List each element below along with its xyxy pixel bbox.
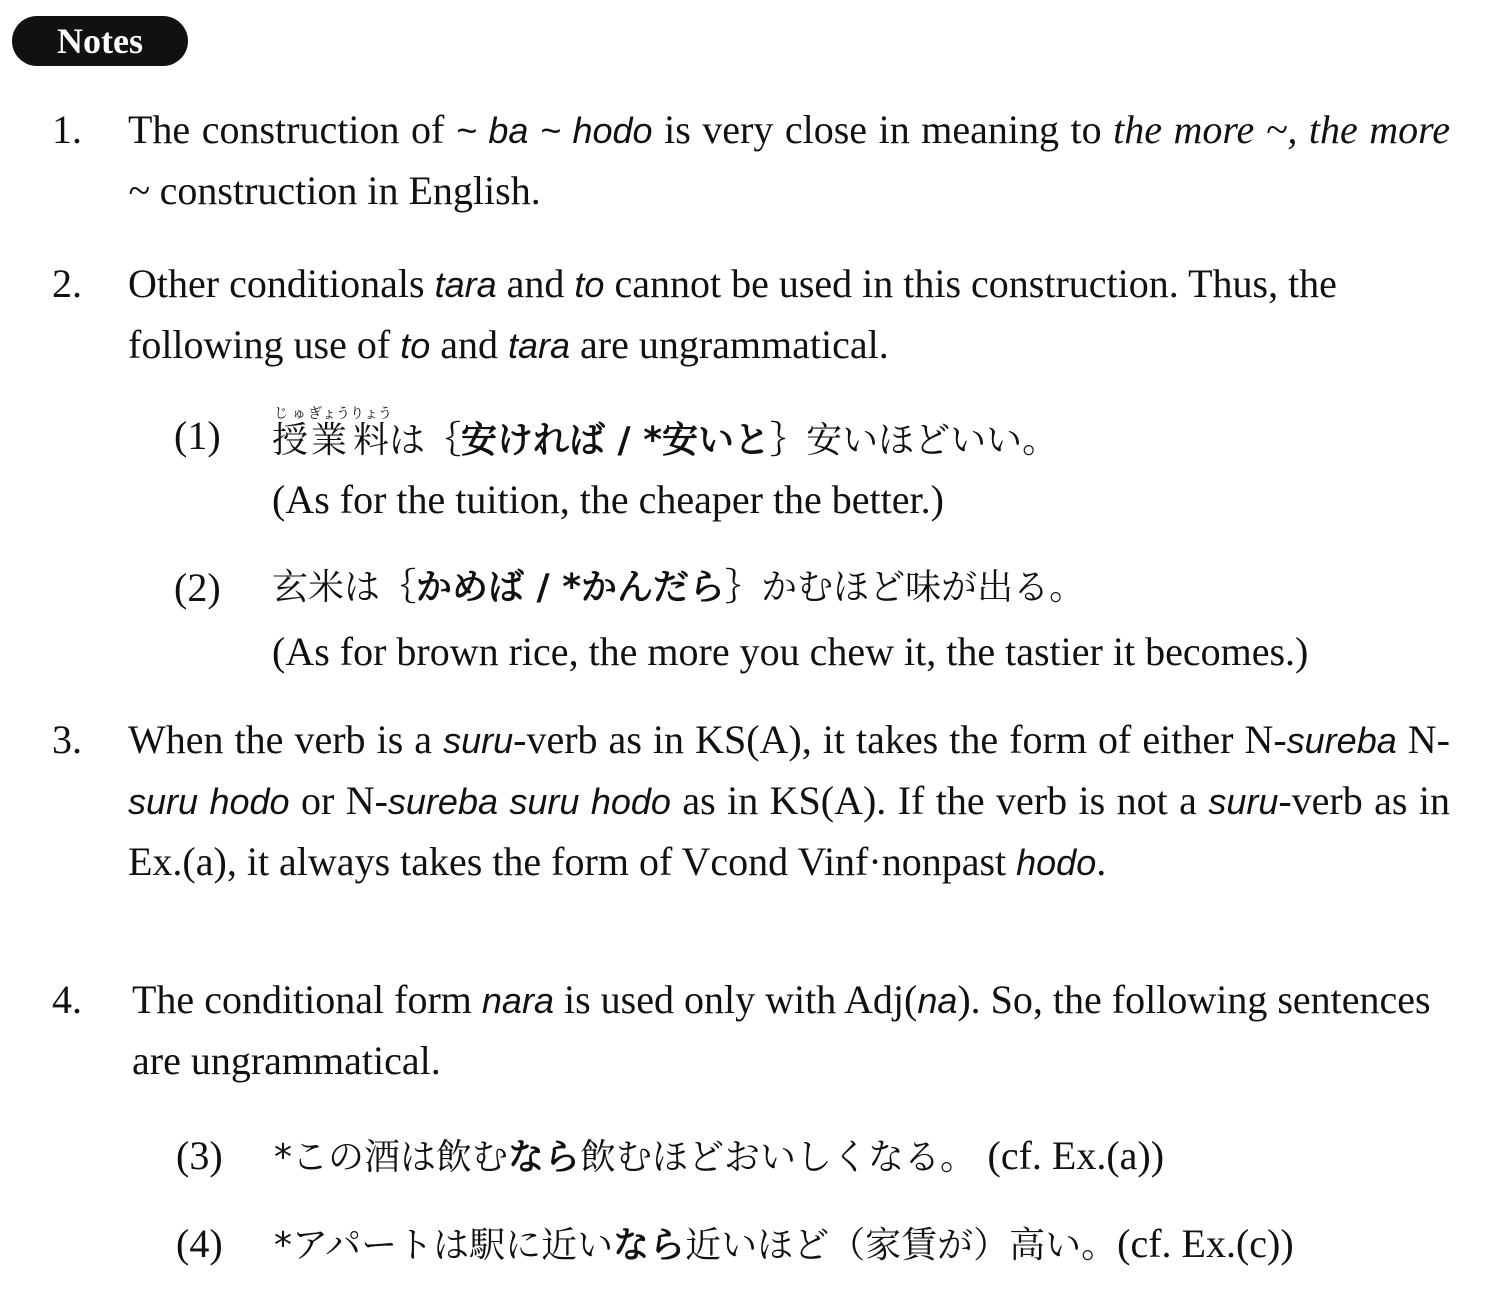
cross-reference: (cf. Ex.(c)) xyxy=(1117,1221,1294,1266)
note-number: 4. xyxy=(52,977,82,1022)
note-text: The conditional form nara is used only with Adj(na). So, the following sentences are ungrammatical. xyxy=(132,977,1431,1083)
example-translation: (As for the tuition, the cheaper the better.) xyxy=(272,477,944,522)
example-number: (4) xyxy=(176,1221,223,1266)
example-number: (2) xyxy=(174,565,221,610)
notes-badge: Notes xyxy=(12,16,188,66)
note-text: The construction of ~ ba ~ hodo is very close in meaning to the more ~, the more ~ construction in English. xyxy=(128,107,1451,213)
example-japanese: *アパートは駅に近いなら近いほど（家賃が）高い。(cf. Ex.(c)) xyxy=(274,1221,1294,1266)
note-number: 1. xyxy=(52,107,82,152)
note-number: 3. xyxy=(52,717,82,762)
english-pattern: the more ~, the more ~ xyxy=(128,107,1451,213)
example-japanese: 玄米は｛かめば / *かんだら｝かむほど味が出る。 xyxy=(272,567,1086,608)
note-text: Other conditionals tara and to cannot be used in this construction. Thus, the following use of to and tara are ungrammatical. xyxy=(128,261,1337,367)
example-translation: (As for brown rice, the more you chew it, the tastier it becomes.) xyxy=(272,629,1309,674)
example-japanese: 授じゅ業ぎょう料りょうは｛安ければ / *安いと｝安いほどいい。 xyxy=(272,406,1059,461)
example-number: (1) xyxy=(174,413,221,458)
note-number: 2. xyxy=(52,261,82,306)
note-text: When the verb is a suru-verb as in KS(A), it takes the form of either N-sureba N-suru hodo or N-sureba suru hodo as in KS(A). If the verb is not a suru-verb as in Ex.(a), it always takes the form of Vcond Vinf·nonpast hodo. xyxy=(128,717,1451,884)
cross-reference: (cf. Ex.(a)) xyxy=(987,1133,1165,1178)
pattern-ba-hodo: ~ ba ~ hodo xyxy=(455,110,653,151)
example-number: (3) xyxy=(176,1133,223,1178)
example-japanese: *この酒は飲むなら飲むほどおいしくなる。 (cf. Ex.(a)) xyxy=(274,1133,1165,1178)
